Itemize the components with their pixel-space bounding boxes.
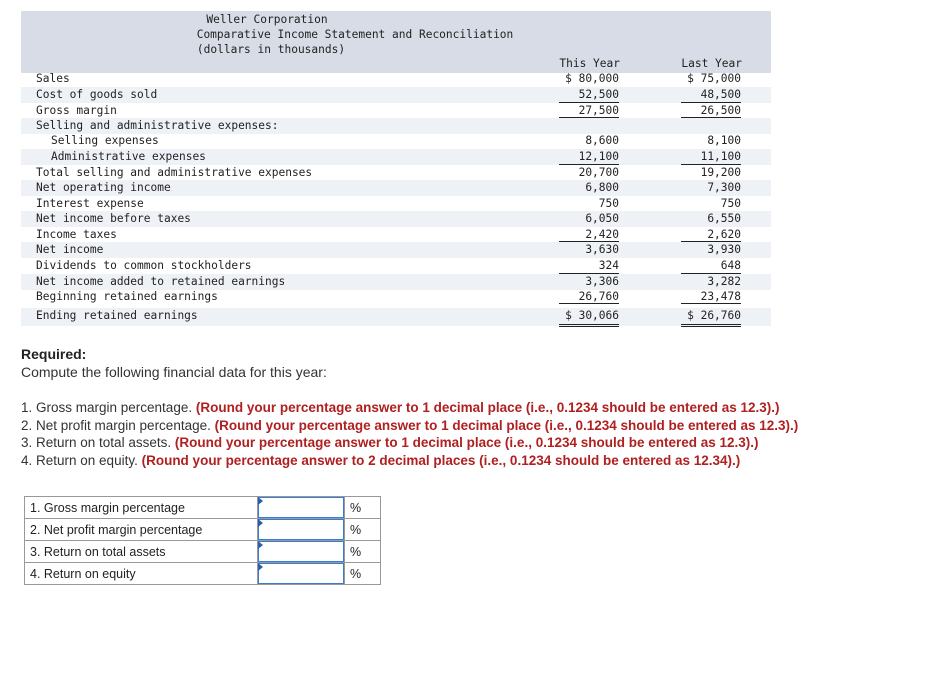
value-last-year: $ 75,000 — [687, 72, 741, 85]
instruction-note: (Round your percentage answer to 1 decimal place (i.e., 0.1234 should be entered as 12.3).) — [174, 435, 759, 450]
flag-icon — [258, 563, 263, 571]
statement-row — [21, 274, 771, 290]
row-label: Selling expenses — [51, 134, 159, 147]
value-this-year: 6,800 — [585, 181, 619, 194]
answer-row — [25, 519, 381, 541]
required-heading: Required: — [21, 346, 87, 362]
value-this-year: 12,100 — [578, 150, 619, 163]
instruction-text: 2. Net profit margin percentage. — [21, 418, 215, 433]
statement-row — [21, 211, 771, 227]
value-this-year: 6,050 — [585, 212, 619, 225]
statement-row — [21, 180, 771, 196]
row-label: Sales — [36, 72, 70, 85]
row-label: Ending retained earnings — [36, 309, 198, 322]
double-underline — [559, 324, 619, 325]
value-this-year: 3,306 — [585, 275, 619, 288]
percent-unit: % — [345, 497, 381, 519]
statement-row — [21, 118, 771, 134]
instruction-4 — [21, 453, 740, 468]
value-last-year: $ 26,760 — [687, 309, 741, 322]
row-label: Interest expense — [36, 197, 144, 210]
value-last-year: 48,500 — [700, 88, 741, 101]
row-label: Gross margin — [36, 104, 117, 117]
company-name: Weller Corporation — [206, 13, 328, 26]
instruction-text: 1. Gross margin percentage. — [21, 400, 196, 415]
value-last-year: 2,620 — [707, 228, 741, 241]
value-last-year: 750 — [720, 197, 741, 210]
value-this-year: 20,700 — [578, 166, 619, 179]
value-last-year: 3,282 — [707, 275, 741, 288]
value-this-year: 2,420 — [585, 228, 619, 241]
input-box[interactable] — [258, 497, 344, 518]
input-box[interactable] — [258, 563, 344, 584]
answer-row — [25, 541, 381, 563]
statement-row — [21, 242, 771, 258]
value-last-year: 6,550 — [707, 212, 741, 225]
value-last-year: 8,100 — [707, 134, 741, 147]
statement-row — [21, 71, 771, 87]
value-this-year: 324 — [598, 259, 619, 272]
statement-row — [21, 196, 771, 212]
row-label: Selling and administrative expenses: — [36, 119, 279, 132]
answer-label: 2. Net profit margin percentage — [25, 519, 258, 541]
row-label: Income taxes — [36, 228, 117, 241]
input-box[interactable] — [258, 519, 344, 540]
double-underline — [681, 324, 741, 325]
required-intro: Compute the following financial data for this year: — [21, 364, 327, 380]
value-this-year: 26,760 — [578, 290, 619, 303]
value-this-year: 52,500 — [578, 88, 619, 101]
percent-unit: % — [345, 519, 381, 541]
col-header-this-year: This Year — [559, 57, 620, 70]
net-profit-margin-input[interactable] — [258, 519, 345, 541]
statement-row — [21, 227, 771, 243]
income-statement — [21, 11, 771, 327]
statement-units: (dollars in thousands) — [196, 43, 346, 56]
statement-row — [21, 165, 771, 181]
instruction-3 — [21, 435, 759, 450]
flag-icon — [258, 519, 263, 527]
answer-row — [25, 497, 381, 519]
gross-margin-input[interactable] — [258, 497, 345, 519]
row-label: Total selling and administrative expenses — [36, 166, 313, 179]
value-last-year: 19,200 — [700, 166, 741, 179]
statement-row — [21, 103, 771, 119]
value-this-year: $ 80,000 — [565, 72, 619, 85]
instruction-note: (Round your percentage answer to 1 decimal place (i.e., 0.1234 should be entered as 12.3).) — [214, 418, 799, 433]
value-last-year: 11,100 — [700, 150, 741, 163]
answer-label: 1. Gross margin percentage — [25, 497, 258, 519]
value-last-year: 648 — [720, 259, 741, 272]
instruction-note: (Round your percentage answer to 1 decimal place (i.e., 0.1234 should be entered as 12.3).) — [195, 400, 780, 415]
row-label: Net income before taxes — [36, 212, 191, 225]
instruction-text: 3. Return on total assets. — [21, 435, 175, 450]
value-last-year: 26,500 — [700, 104, 741, 117]
value-this-year: 750 — [598, 197, 619, 210]
statement-row — [21, 289, 771, 305]
row-label: Net operating income — [36, 181, 171, 194]
value-last-year: 3,930 — [707, 243, 741, 256]
value-this-year: 3,630 — [585, 243, 619, 256]
answer-label: 3. Return on total assets — [25, 541, 258, 563]
row-label: Cost of goods sold — [36, 88, 158, 101]
statement-title: Comparative Income Statement and Reconciliation — [196, 28, 514, 41]
value-last-year: 23,478 — [700, 290, 741, 303]
return-on-assets-input[interactable] — [258, 541, 345, 563]
input-box[interactable] — [258, 541, 344, 562]
statement-row — [21, 149, 771, 165]
row-label: Dividends to common stockholders — [36, 259, 252, 272]
instruction-2 — [21, 418, 798, 433]
row-label: Net income added to retained earnings — [36, 275, 286, 288]
instruction-1 — [21, 400, 780, 415]
flag-icon — [258, 497, 263, 505]
value-last-year: 7,300 — [707, 181, 741, 194]
row-label: Beginning retained earnings — [36, 290, 218, 303]
instruction-note: (Round your percentage answer to 2 decimal places (i.e., 0.1234 should be entered as 12.34).) — [141, 453, 741, 468]
statement-row — [21, 87, 771, 103]
value-this-year: 8,600 — [585, 134, 619, 147]
row-label: Net income — [36, 243, 104, 256]
statement-row — [21, 133, 771, 149]
underline — [559, 303, 619, 304]
statement-row — [21, 258, 771, 274]
instruction-text: 4. Return on equity. — [21, 453, 142, 468]
statement-row — [21, 308, 771, 326]
underline — [681, 303, 741, 304]
percent-unit: % — [345, 563, 381, 585]
value-this-year: $ 30,066 — [565, 309, 619, 322]
percent-unit: % — [345, 541, 381, 563]
row-label: Administrative expenses — [51, 150, 206, 163]
answer-label: 4. Return on equity — [25, 563, 258, 585]
return-on-equity-input[interactable] — [258, 563, 345, 585]
col-header-last-year: Last Year — [681, 57, 742, 70]
value-this-year: 27,500 — [578, 104, 619, 117]
flag-icon — [258, 541, 263, 549]
double-underline — [681, 326, 741, 327]
answer-row — [25, 563, 381, 585]
double-underline — [559, 326, 619, 327]
answer-table — [24, 496, 381, 585]
